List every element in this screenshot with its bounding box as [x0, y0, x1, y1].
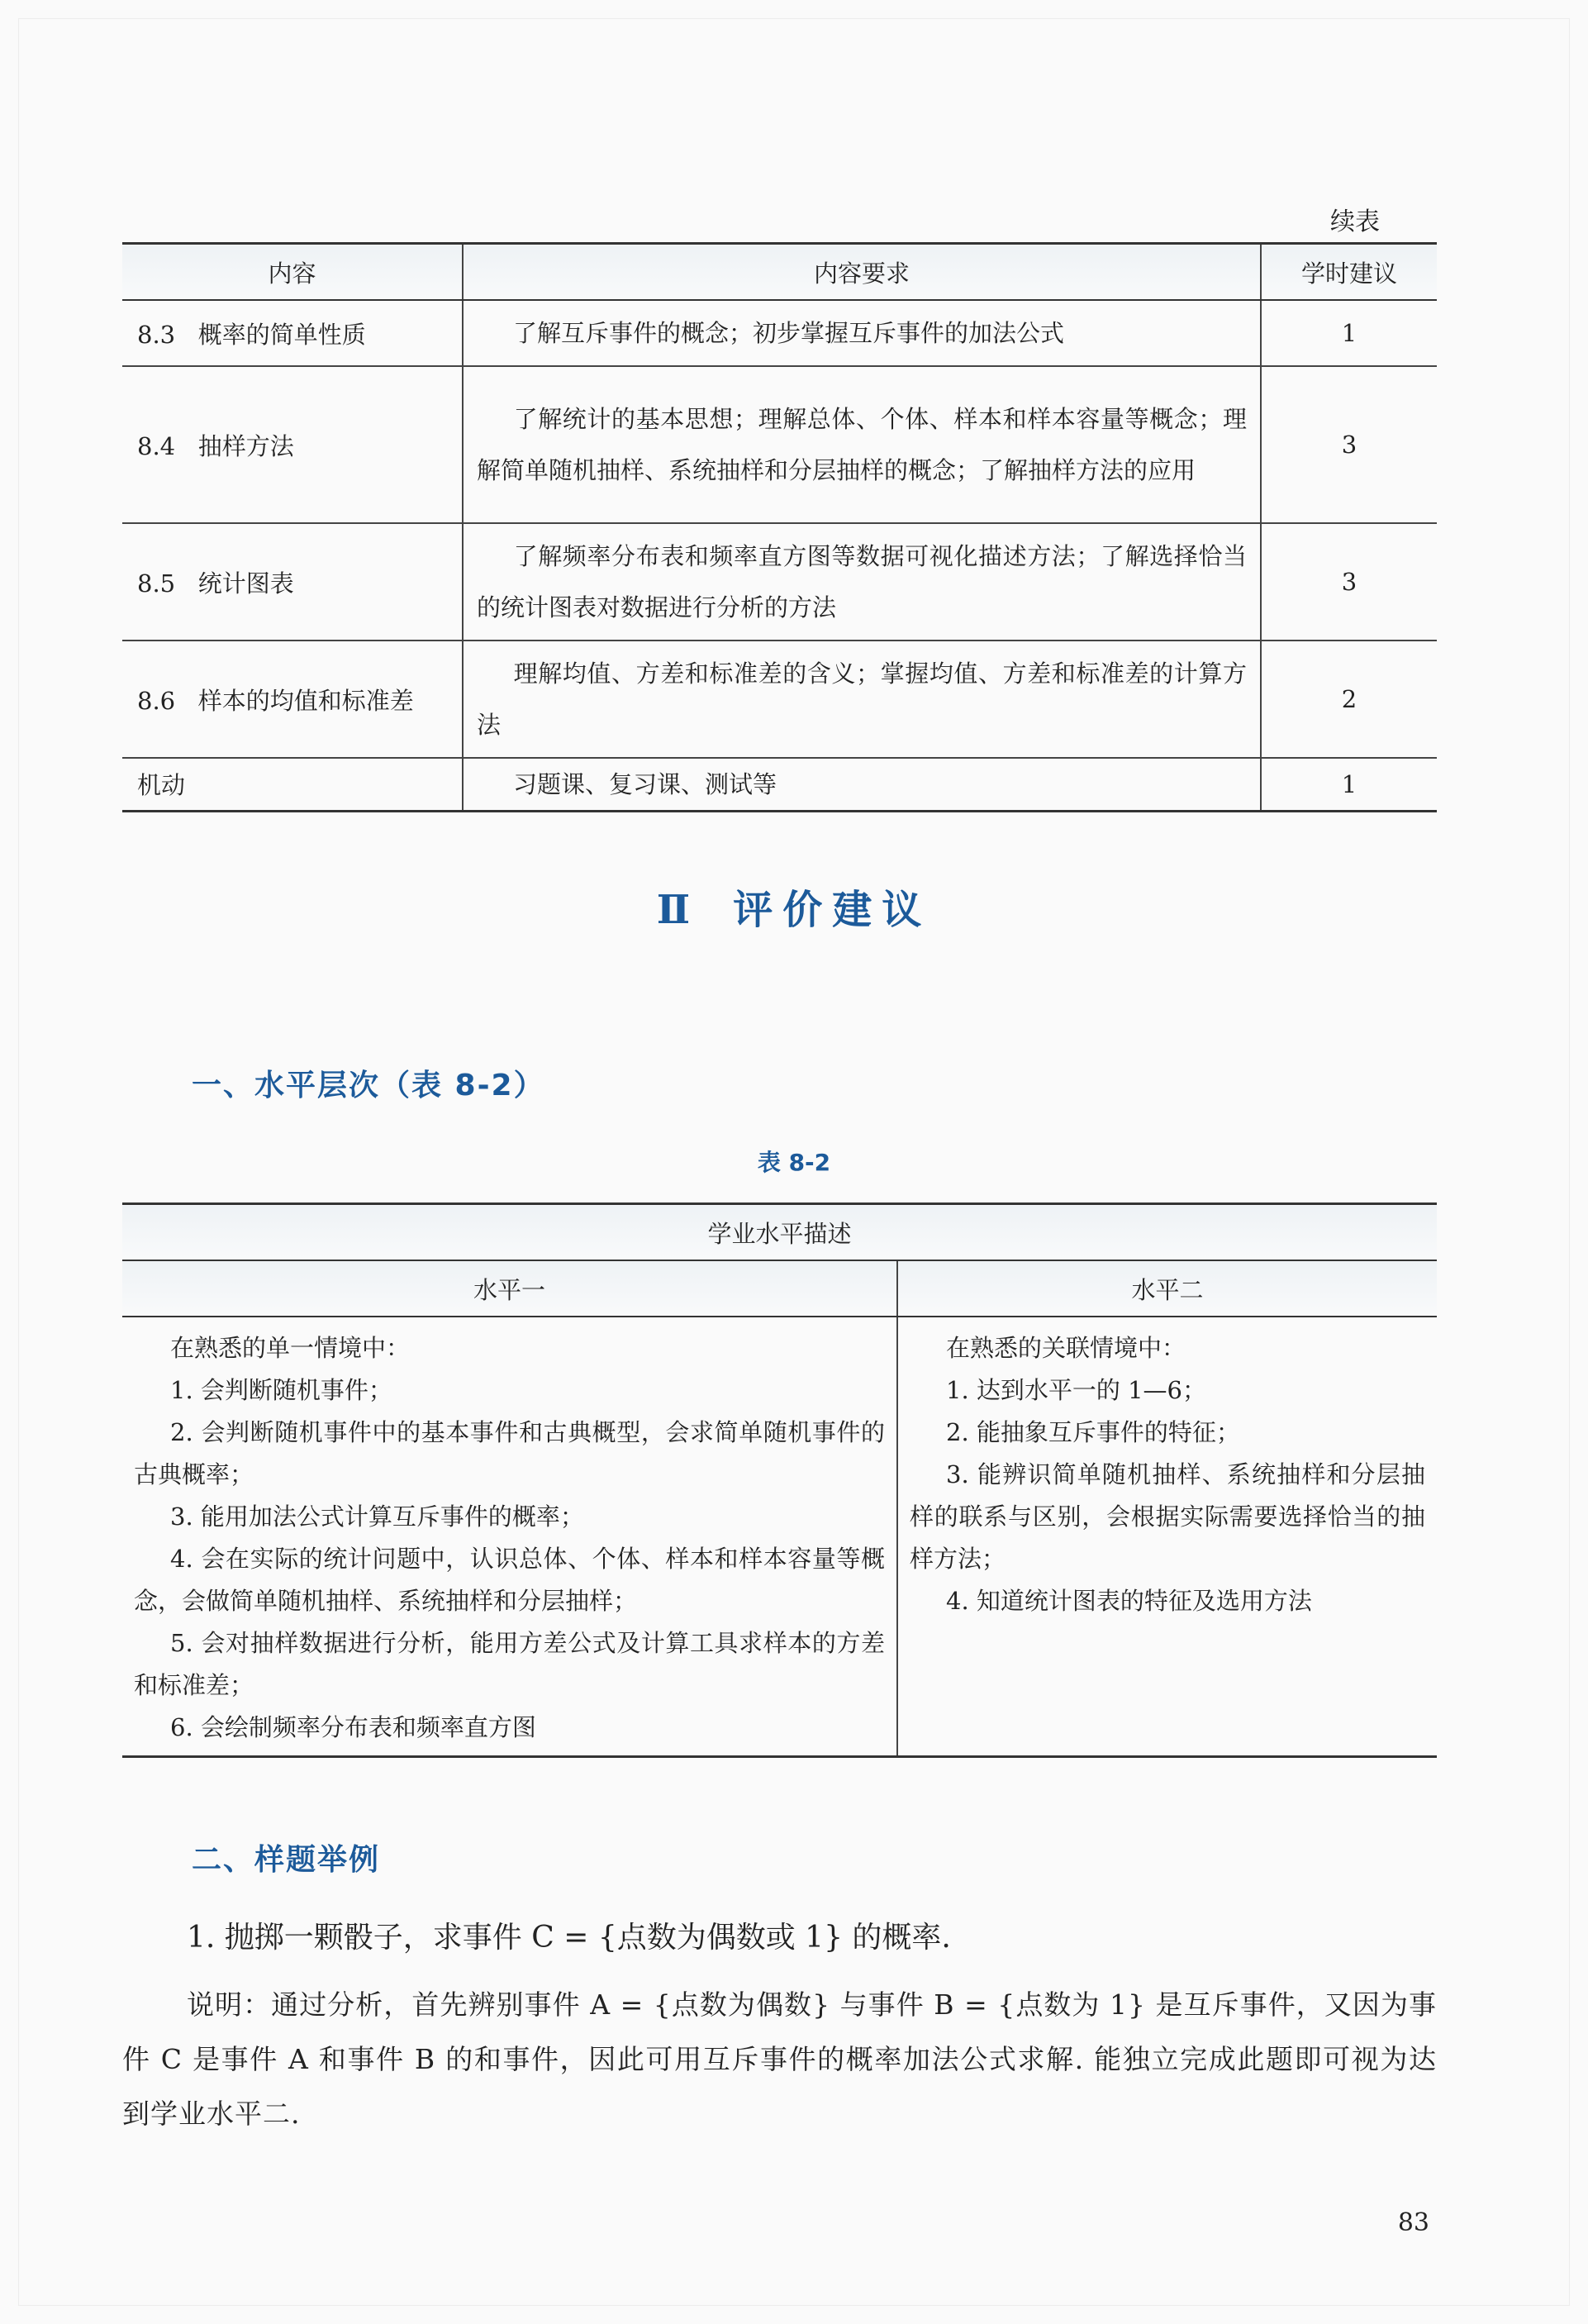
row-requirement: 习题课、复习课、测试等	[463, 758, 1261, 811]
heading-level-hierarchy: 一、水平层次（表 8-2）	[192, 1069, 545, 1102]
level-one-header: 水平一	[122, 1260, 897, 1317]
row-content: 8.5 统计图表	[122, 523, 463, 641]
header-content: 内容	[122, 244, 463, 301]
row-requirement: 了解互斥事件的概念；初步掌握互斥事件的加法公式	[463, 300, 1261, 366]
row-requirement: 了解统计的基本思想；理解总体、个体、样本和样本容量等概念；理解简单随机抽样、系统抽样和分层抽样的概念；了解抽样方法的应用	[463, 366, 1261, 523]
row-content: 8.3 概率的简单性质	[122, 300, 463, 366]
academic-level-table	[122, 1202, 1437, 1758]
row-requirement: 了解频率分布表和频率直方图等数据可视化描述方法；了解选择恰当的统计图表对数据进行分析的方法	[463, 523, 1261, 641]
table-row	[122, 523, 1437, 641]
list-item: 2. 能抽象互斥事件的特征；	[946, 1418, 1240, 1446]
list-item: 5. 会对抽样数据进行分析，能用方差公式及计算工具求样本的方差和标准差；	[134, 1629, 885, 1699]
table-row	[122, 641, 1437, 758]
page-number: 83	[1397, 2208, 1429, 2237]
table-row	[122, 300, 1437, 366]
table-header: 学业水平描述	[122, 1204, 1437, 1261]
list-item: 在熟悉的关联情境中：	[946, 1334, 1186, 1362]
level-one-description	[122, 1317, 897, 1757]
table-row	[122, 366, 1437, 523]
row-content: 8.4 抽样方法	[122, 366, 463, 523]
table-row	[122, 758, 1437, 811]
curriculum-table	[122, 242, 1437, 812]
list-item: 4. 会在实际的统计问题中，认识总体、个体、样本和样本容量等概念，会做简单随机抽样、系统抽样和分层抽样；	[134, 1545, 885, 1615]
list-item: 4. 知道统计图表的特征及选用方法	[946, 1587, 1312, 1615]
list-item: 2. 会判断随机事件中的基本事件和古典概型，会求简单随机事件的古典概率；	[134, 1418, 885, 1488]
row-content: 机动	[122, 758, 463, 811]
row-hours: 3	[1261, 523, 1437, 641]
row-hours: 2	[1261, 641, 1437, 758]
header-hours: 学时建议	[1261, 244, 1437, 301]
section-title: Ⅱ 评价建议	[656, 887, 932, 933]
list-item: 在熟悉的单一情境中：	[170, 1334, 411, 1362]
row-hours: 1	[1261, 758, 1437, 811]
list-item: 3. 能辨识简单随机抽样、系统抽样和分层抽样的联系与区别，会根据实际需要选择恰当的抽样方法；	[910, 1460, 1426, 1573]
row-content: 8.6 样本的均值和标准差	[122, 641, 463, 758]
heading-sample-problems: 二、样题举例	[192, 1843, 381, 1877]
header-requirement: 内容要求	[463, 244, 1261, 301]
list-item: 1. 达到水平一的 1—6；	[946, 1376, 1207, 1404]
list-item: 6. 会绘制频率分布表和频率直方图	[170, 1713, 536, 1741]
example-problem: 1. 抛掷一颗骰子，求事件 C = {点数为偶数或 1} 的概率.	[187, 1921, 951, 1955]
table-header-row	[122, 244, 1437, 301]
row-requirement: 理解均值、方差和标准差的含义；掌握均值、方差和标准差的计算方法	[463, 641, 1261, 758]
list-item: 3. 能用加法公式计算互斥事件的概率；	[170, 1503, 584, 1531]
continued-label: 续表	[1330, 207, 1380, 236]
list-item: 1. 会判断随机事件；	[170, 1376, 392, 1404]
row-hours: 3	[1261, 366, 1437, 523]
table-caption: 表 8-2	[757, 1149, 831, 1176]
level-two-description	[897, 1317, 1437, 1757]
example-explanation: 说明：通过分析，首先辨别事件 A = {点数为偶数} 与事件 B = {点数为 1} 是互斥事件，又因为事件 C 是事件 A 和事件 B 的和事件，因此可用互斥事件的概率加法公式求解. 能独立完成此题即可视为达到学业水平二.	[122, 1988, 1437, 2130]
level-two-header: 水平二	[897, 1260, 1437, 1317]
row-hours: 1	[1261, 300, 1437, 366]
